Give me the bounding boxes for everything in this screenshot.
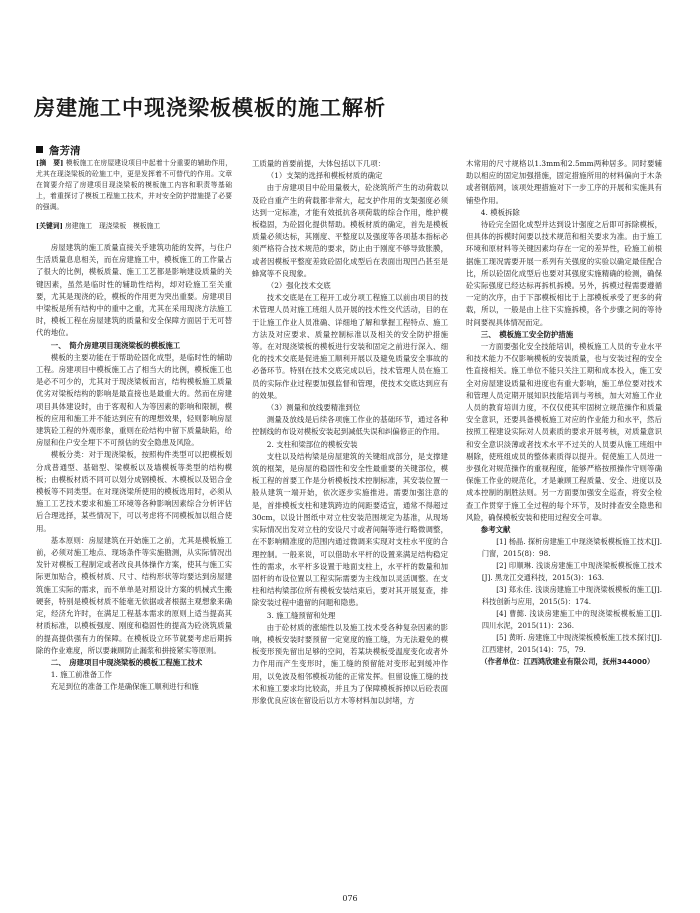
subsection-heading: 3. 施工缝预留和处理 — [266, 610, 336, 620]
subsection-heading: 2. 支柱和梁部位的模板安装 — [266, 439, 358, 449]
reference-item: [2] 印顺琳. 浅谈房建施工中现浇梁板模板施工技术[J]. 黑龙江交通科技，2015(3)：163. — [481, 561, 662, 583]
paragraph: 技术交底是在工程开工或分项工程施工以前由项目的技术管理人员对施工班组人员开展的技术性交代活动，目的在于让施工作业人员准确、详细地了解和掌握工程特点、施工方法及对应要求、质量控制标准以及相关的安全防护措施等。在对现浇梁板的模板进行安装和固定之前进行深入、细化的技术交底是促进施工顺利开展以及避免质量安全事故的必备环节。特别在技术交底完成以后，技术管理人员在施工员的实际作业过程要加强监督和管理，使技术交底达到应有的效果。 — [252, 293, 448, 400]
abstract-text: 模板施工在房屋建设项目中起着十分重要的辅助作用，尤其在现浇梁板的砼施工中，更是发挥着不可替代的作用。文章在简要介绍了房建项目现浇梁板的模板施工内容和职责等基础上，着重探讨了模板工程施工技术，并对安全防护措施提了必要的强调。 — [36, 159, 232, 211]
author-line — [36, 143, 81, 158]
page-number: 076 — [342, 894, 358, 903]
keywords — [36, 221, 232, 232]
references-heading: 参考文献 — [480, 525, 511, 535]
author-name: 詹芳清 — [49, 145, 81, 157]
abstract-label: [摘 要] — [36, 159, 64, 167]
reference-item: [4] 曹懿. 浅谈房建施工中的现浇梁板模板施工[J]. 四川水泥，2015(11)：236. — [481, 609, 662, 631]
paragraph: 由于砼材质的涨缩性以及施工技术受各种复杂因素的影响，模板安装时要预留一定宽度的施工缝，为无法避免的模板变形预先留出足够的空间，若某块模板受温度变化或者外力作用而产生变形时，施工缝的预留能对变形起到缓冲作用，以免波及相邻模板功能的正常发挥。但留设施工缝的技术和施工要求均比较高，并且为了保障模板拆掉以后砼表面形象优良应该在留设后以方木等材料加以封堵，方 — [252, 622, 448, 705]
section-heading-3: 三、 模板施工安全防护措施 — [480, 329, 574, 339]
reference-item: [1] 杨晶. 探析房建施工中现浇梁板模板施工技术[J]. 门窗，2015(8)：98. — [481, 537, 662, 559]
subsection-heading: 4. 模板拆除 — [480, 207, 520, 217]
square-bullet-icon — [36, 146, 43, 153]
section-heading-2: 二、 房建项目中现浇梁板的模板工程施工技术 — [50, 657, 203, 667]
article-title: 房建施工中现浇梁板模板的施工解析 — [34, 96, 386, 120]
reference-item: [3] 郑永佳. 浅谈房建施工中现浇梁板模板的施工[J]. 科技创新与应用，2015(5)：174. — [481, 585, 662, 607]
item-heading: （1）支架的选择和模板材质的确定 — [266, 171, 383, 181]
paragraph: 木常用的尺寸规格以1.3mm和2.5mm两种居多。同时要辅助以相应的固定加强措施，固定措施所用的材料偏向于木条或者钢筋网，该项处理措施对下一步工序的开展和实施具有铺垫作用。 — [466, 159, 662, 205]
keywords-label: [关键词] — [36, 222, 63, 230]
paragraph: 支柱以及结构梁是房屋建筑的关键组成部分，是支撑建筑的框架，是房屋的稳固性和安全性最重要的关键部位，模板工程的首要工作是分析模板技术控制标准，其安装位置一般从建筑一端开始，依次逐步实施推进。需要加强注意的是，首排模板支柱和建筑跨边的间距要适宜，通常不得超过30cm，以设计图纸中对立柱安装范围规定为基准，从现场实际情况出发对立柱的安设尺寸或者间隔等进行略微调整，在不影响精准度的范围内通过微调来实现对支柱水平度的合理控制。一般来说，可以借助水平杆的设置来满足结构稳定性的需求，水平杆多设置于地面支柱上，水平杆的数量和加固杆的布设位置以工程实际需要为主线加以灵活调整。在支柱和结构梁部位所有模板安装结束后，要对其开展复查，排除安装过程中遗留的问题和隐患。 — [252, 451, 448, 608]
paragraph: 待砼完全固化成型并达到设计强度之后即可拆除模板，但具体的拆模时间要以技术规范和相关要求为准。由于施工环境和原材料等关键因素均存在一定的差异性，砼施工前根据施工现况需要开展一系列有关强度的实验以确定最佳配合比，所以砼固化成型后也要对其强度实施精确的检测，确保砼实际强度已经达标再拆机拆模。另外，拆模过程需要遵循一定的次序，由于下部模板相比于上部模板承受了更多的荷载，所以，一般是由上往下实施拆模，各个步骤之间的等待时间要视具体情况而定。 — [466, 220, 662, 327]
intro-paragraph: 房屋建筑的施工质量直接关乎建筑功能的发挥，与住户生活质量息息相关，而在房建施工中，模板施工的工作量占了很大的比例，模板质量、施工工艺都是影响建设质量的关键因素，虽然是临时性的辅助性结构，却对砼施工至关重要，尤其是现浇的砼，模板的作用更为突出重要。房建项目中梁板是所有结构中的重中之重，尤其在采用现浇方法施工时，模板工程在房屋建筑的质量和安全保障方面居于无可替代的地位。 — [36, 243, 232, 338]
paragraph: 工质量的首要前提，大体包括以下几项： — [252, 159, 386, 168]
subsection-heading: 1. 施工前准备工作 — [50, 670, 112, 680]
section-heading-1: 一、 简介房建项目现浇梁板的模板施工 — [50, 340, 181, 350]
paragraph: 测量及放线是后续各项施工作业的基础环节，通过各种控制线的布设对模板安装起到减低失误和纠偏修正的作用。 — [252, 415, 448, 437]
abstract — [36, 158, 232, 213]
paragraph: 基本原则：房屋建筑在开始施工之前，尤其是模板施工前，必须对施工地点、现场条件等实施勘测，从实际情况出发针对模板工程制定或者改良具体操作方案，使其与施工实际更加贴合，模板材质、尺寸、结构形状等均要达到房屋建筑施工实际的需求，而不单单是对照设计方案的机械式生搬硬套，特别是模板材质不能毫无依据或者根据主观想象来确定，经济允许时，在满足工程基本需求的原则上适当提高其材质标准，以模板强度、刚度和稳固性的提高为砼浇筑质量的提高提供强有力的保障。在模板设立环节就要考虑后期拆除的作业难度，所以要兼顾防止漏浆和拼接紧实等原则。 — [36, 535, 232, 655]
column-1 — [36, 158, 232, 894]
keywords-text: 房建施工 现浇梁板 模板施工 — [65, 222, 161, 230]
reference-item: [5] 黄昕. 房建施工中现浇梁板模板施工技术探讨[J]. 江西建材，2015(14)：75，79. — [481, 633, 662, 655]
column-2 — [252, 158, 448, 894]
paragraph: 充足到位的准备工作是确保施工顺利进行和施 — [50, 682, 199, 692]
paragraph: 模板分类：对于现浇梁板，按照构件类型可以把模板划分成普通型、基础型、梁模板以及墙模板等类型的结构模板；由模板材质不同可以划分成钢模板、木模板以及铝合金模板等不同类型。在对现浇梁所使用的模板选用时，必须从施工工艺技术要求和施工环境等各种影响因素综合分析评估后合理选择，某些情况下，可以考虑将不同模板加以组合使用。 — [36, 450, 232, 533]
paragraph: 一方面要强化安全技能培训，模板施工人员的专业水平和技术能力不仅影响模板的安装质量，也与安装过程的安全性直接相关。施工单位不能只关注工期和成本投入，施工安全对房屋建设质量和进度也有重大影响，施工单位要对技术和管理人员定期开展知识技能培训与考核，加大对施工作业人员的教育培训力度，不仅仅使其牢固树立规范操作和质量安全意识，还要具备模板施工对应的作业能力和水平，然后按照工程建设实际对人员素质的要求开展考核，对质量意识和安全意识淡薄或者技术水平不过关的人员要从施工班组中剔除，使班组成员的整体素质得以提升。促使施工人员进一步强化对规范操作的重视程度，能够严格按照操作守则等确保施工作业的规范化，才是兼顾工程质量、安全、进度以及成本控制的制胜法则。另一方面要加强安全巡查，将安全检查工作贯穿于施工全过程的每个环节，及时排查安全隐患和风险，确保模板安装和使用过程安全可靠。 — [466, 342, 662, 522]
item-heading: （2）强化技术交底 — [266, 281, 331, 291]
author-affiliation: （作者单位：江西鸿欣建业有限公司，抚州344000） — [480, 657, 655, 667]
paragraph: 模板的主要功能在于帮助砼固化成型，是临时性的辅助工程。房建项目中模板施工占了相当大的比例，模板施工也是必不可少的，尤其对于现浇梁板而言，结构模板施工质量优劣对梁板结构的影响是最直接也是最重大的。然而在房建项目具体建设时，由于客观和人为等因素的影响和限制，模板的应用和施工并不能达到应有的理想效果，轻则影响房屋建筑砼工程的外观形象，重则在砼结构中留下质量缺陷，给房屋和住户安全埋下不可预估的安全隐患及风险。 — [36, 352, 232, 448]
column-3 — [466, 158, 662, 894]
item-heading: （3）测量和放线要精准到位 — [266, 403, 361, 413]
paragraph: 由于房建项目中砼用量极大，砼浇筑所产生的动荷载以及砼自重产生的荷载都非常大，起支护作用的支架强度必须达到一定标准，才能有效抵抗各项荷载的综合作用，维护模板稳固，为砼固化提供帮助。模板材质的确定，首先是模板质量必须达标，其刚度、平整度以及强度等各项基本指标必须严格符合技术规范的要求，防止由于刚度不够导致胀膜，或者因模板平整度差致砼固化成型后在表面出现凹凸甚至是蜂窝等不良现象。 — [252, 183, 448, 278]
